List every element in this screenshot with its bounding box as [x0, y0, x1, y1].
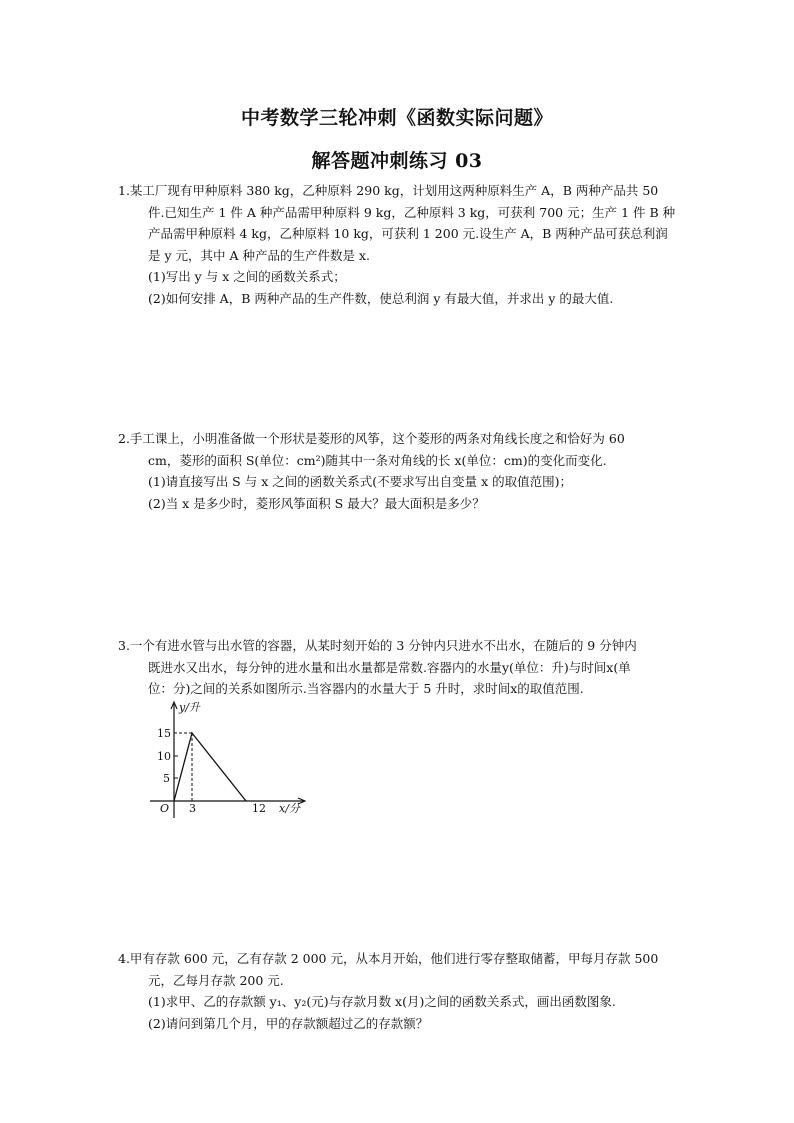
y-tick-label: 5: [163, 772, 170, 785]
question-3: [118, 635, 698, 700]
y-axis-label: y/升: [179, 701, 200, 714]
question-4: [118, 948, 698, 1034]
question-2: [118, 428, 698, 514]
question-1-part-1: (1)写出 y 与 x 之间的函数关系式；: [148, 269, 346, 284]
question-1-part-2: (2)如何安排 A，B 两种产品的生产件数，使总利润 y 有最大值，并求出 y 的最大值.: [148, 290, 614, 306]
question-1-line: 产品需甲种原料 4 kg，乙种原料 10 kg，可获利 1 200 元.设生产 A，B 两种产品可获总利润: [148, 226, 668, 241]
question-4-line: 4.甲有存款 600 元，乙有存款 2 000 元，从本月开始，他们进行零存整取储蓄，甲每月存款 500: [118, 951, 659, 966]
y-tick-label: 10: [157, 750, 171, 763]
question-1: [118, 180, 698, 309]
question-2-part-1: (1)请直接写出 S 与 x 之间的函数关系式(不要求写出自变量 x 的取值范围)；: [148, 474, 572, 489]
question-3-line: 位：分)之间的关系如图所示.当容器内的水量大于 5 升时，求时间x的取值范围.: [148, 681, 584, 696]
y-tick-label: 15: [157, 727, 171, 740]
question-2-part-2: (2)当 x 是多少时，菱形风筝面积 S 最大？最大面积是多少？: [148, 495, 485, 511]
x-axis-label: x/分: [279, 802, 300, 815]
water-volume-graph: [148, 700, 313, 820]
question-2-line: cm，菱形的面积 S(单位：cm²)随其中一条对角线的长 x(单位：cm)的变化而变化.: [148, 452, 607, 468]
x-tick-label: 12: [252, 802, 266, 815]
page-title: 中考数学三轮冲刺《函数实际问题》: [240, 107, 553, 129]
question-2-line: 2.手工课上，小明准备做一个形状是菱形的风筝，这个菱形的两条对角线长度之和恰好为 60: [118, 431, 625, 446]
question-1-line: 是 y 元，其中 A 种产品的生产件数是 x.: [148, 247, 370, 263]
question-3-line: 3.一个有进水管与出水管的容器，从某时刻开始的 3 分钟内只进水不出水，在随后的 9 分钟内: [118, 638, 637, 653]
question-1-line: 1.某工厂现有甲种原料 380 kg，乙种原料 290 kg，计划用这两种原料生产 A，B 两种产品共 50: [118, 183, 659, 198]
origin-label: O: [160, 802, 170, 815]
x-tick-label: 3: [189, 802, 196, 815]
question-4-part-2: (2)请问到第几个月，甲的存款额超过乙的存款额？: [148, 1015, 429, 1031]
page-subtitle: 解答题冲刺练习 03: [311, 150, 483, 172]
question-3-line: 既进水又出水，每分钟的进水量和出水量都是常数.容器内的水量y(单位：升)与时间x(单: [148, 659, 631, 675]
question-4-part-1: (1)求甲、乙的存款额 y₁、y₂(元)与存款月数 x(月)之间的函数关系式，画出函数图象.: [148, 994, 616, 1009]
question-4-line: 元，乙每月存款 200 元.: [148, 972, 284, 988]
volume-line: [174, 733, 246, 801]
question-1-line: 件.已知生产 1 件 A 种产品需甲种原料 9 kg，乙种原料 3 kg，可获利 700 元；生产 1 件 B 种: [148, 204, 676, 220]
